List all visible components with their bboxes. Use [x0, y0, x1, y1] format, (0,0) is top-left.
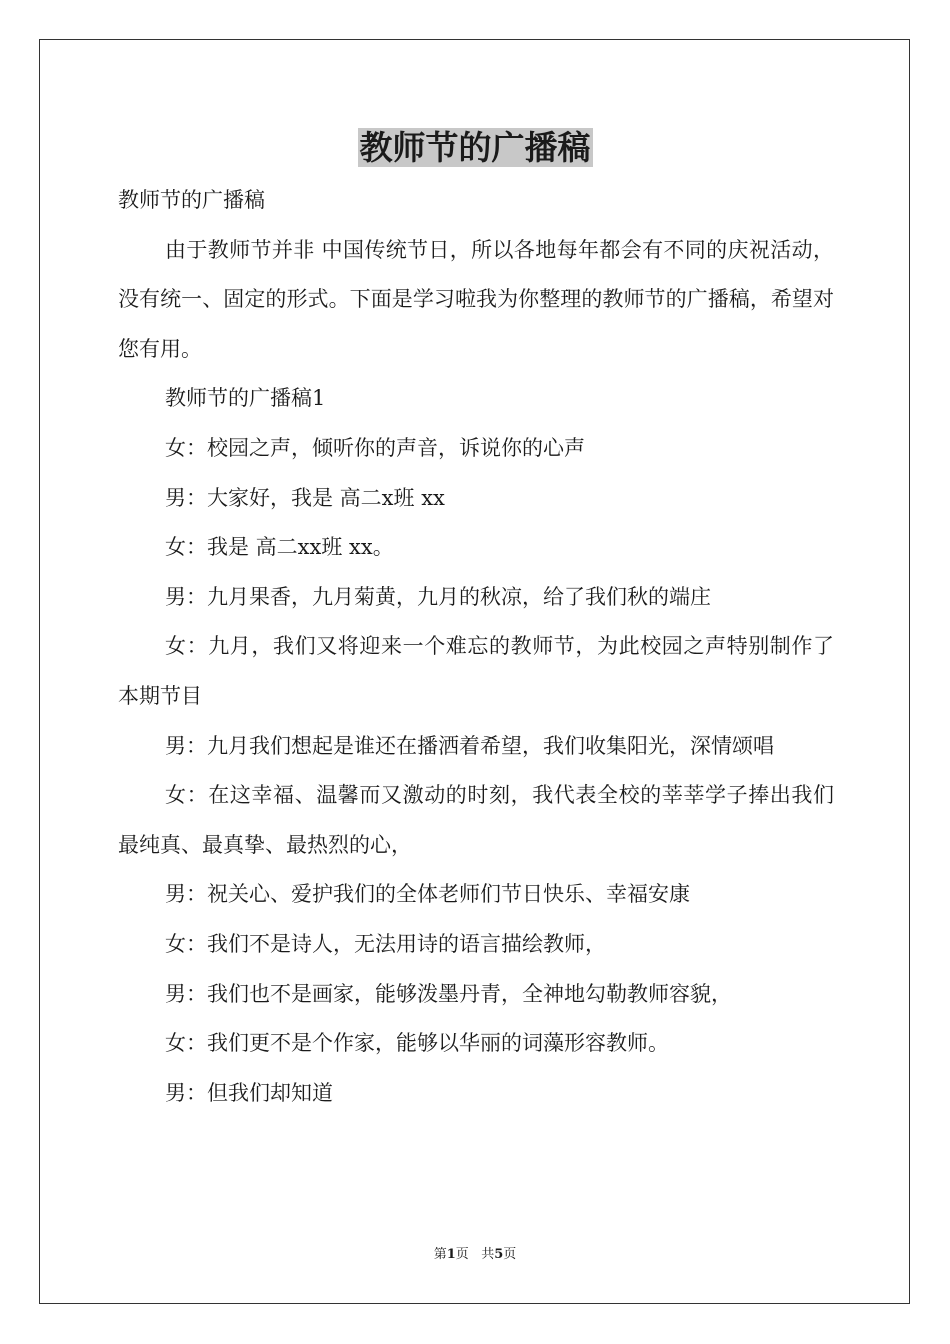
page-suffix: 页 — [455, 1247, 469, 1262]
dialogue-line: 女：我们更不是个作家，能够以华丽的词藻形容教师。 — [165, 1031, 669, 1056]
page-prefix: 第 — [433, 1247, 447, 1262]
dialogue-line: 女：我是 高二xx班 xx。 — [165, 535, 394, 560]
total-prefix: 共 — [481, 1247, 495, 1262]
dialogue-line: 女：我们不是诗人，无法用诗的语言描绘教师， — [165, 931, 606, 956]
dialogue-line: 女：在这幸福、温馨而又激动的时刻，我代表全校的莘莘学子捧出我们最纯真、最真挚、最热烈的心， — [118, 783, 834, 857]
dialogue-line: 男：祝关心、爱护我们的全体老师们节日快乐、幸福安康 — [165, 882, 690, 907]
document-title — [0, 126, 950, 170]
dialogue-line: 男：九月果香，九月菊黄，九月的秋凉，给了我们秋的端庄 — [165, 584, 711, 609]
total-pages: 5 — [494, 1247, 504, 1262]
section-heading: 教师节的广播稿1 — [165, 386, 326, 411]
dialogue-line: 男：但我们却知道 — [165, 1080, 333, 1105]
paragraph: 由于教师节并非 中国传统节日，所以各地每年都会有不同的庆祝活动，没有统一、固定的形式。下面是学习啦我为你整理的教师节的广播稿，希望对您有用。 — [118, 237, 834, 361]
dialogue-line: 女：九月，我们又将迎来一个难忘的教师节，为此校园之声特别制作了本期节目 — [118, 634, 834, 708]
dialogue-line: 男：我们也不是画家，能够泼墨丹青，全神地勾勒教师容貌， — [165, 981, 732, 1006]
document-subtitle: 教师节的广播稿 — [118, 188, 265, 212]
page-number: 1 — [446, 1247, 456, 1262]
dialogue-line: 男：九月我们想起是谁还在播洒着希望，我们收集阳光，深情颂唱 — [165, 733, 774, 758]
total-suffix: 页 — [503, 1247, 517, 1262]
page-footer — [0, 1246, 950, 1264]
dialogue-line: 女：校园之声，倾听你的声音，诉说你的心声 — [165, 435, 585, 460]
document-body — [118, 176, 834, 1118]
dialogue-line: 男：大家好，我是 高二x班 xx — [165, 485, 445, 510]
document-title-text: 教师节的广播稿 — [359, 128, 591, 167]
